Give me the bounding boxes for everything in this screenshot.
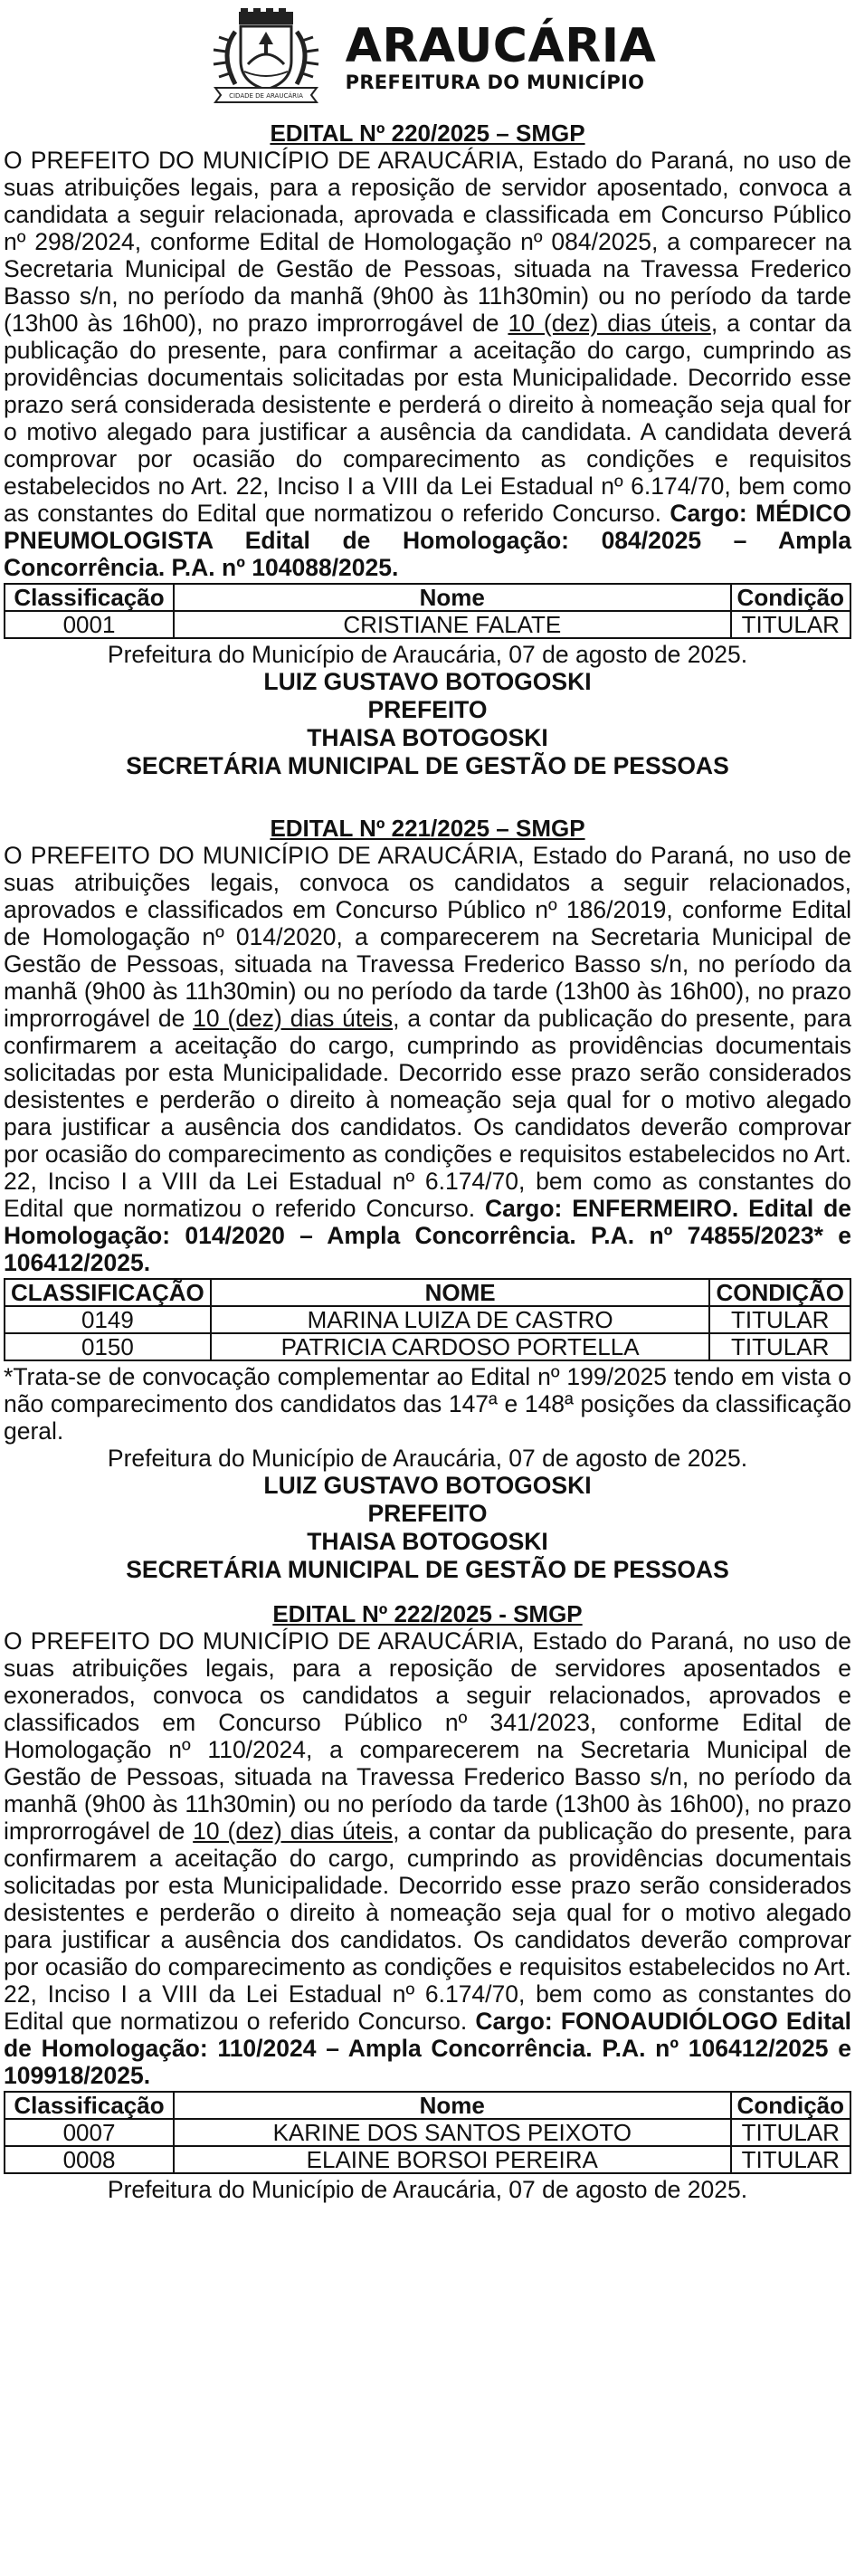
cell-condition: TITULAR — [709, 1306, 850, 1333]
cell-classification: 0001 — [5, 611, 174, 638]
signatory-name: THAISA BOTOGOSKI — [307, 1528, 548, 1555]
signatory-name: THAISA BOTOGOSKI — [307, 724, 548, 751]
body-text-part: , a contar da publicação do presente, para confirmar a aceitação do cargo, cumprindo as providências documentais solicitadas por esta Municipalidade. Decorrido esse prazo será considerada desistente e perderá o direito à nomeação seja qual for o motivo alegado para justificar a ausência da candidata. A candidata deverá comprovar por ocasião do comparecimento as condições e requisitos estabelecidos no Art. 22, Inciso I a VIII da Lei Estadual nº 6.174/70, bem como as constantes do Edital que normatizou o referido Concurso. — [4, 310, 851, 527]
table-row — [5, 1333, 850, 1360]
edital-body — [4, 147, 851, 581]
column-header-name: Nome — [174, 2092, 731, 2119]
edital-body — [4, 842, 851, 1276]
cell-condition: TITULAR — [709, 1333, 850, 1360]
table-row — [5, 2146, 850, 2173]
edital-220 — [4, 119, 851, 780]
edital-title: EDITAL Nº 221/2025 – SMGP — [270, 815, 585, 842]
column-header-condition: Condição — [731, 2092, 850, 2119]
brand-name: ARAUCÁRIA — [345, 18, 657, 73]
table-header-row — [5, 584, 850, 611]
deadline-text: 10 (dez) dias úteis — [193, 1005, 394, 1032]
edital-222 — [4, 1600, 851, 2203]
edital-title: EDITAL Nº 222/2025 - SMGP — [272, 1600, 583, 1627]
body-text-part: , a contar da publicação do presente, para confirmarem a aceitação do cargo, cumprindo as providências documentais solicitadas por esta Municipalidade. Decorrido esse prazo serão considerados desistentes e perderão o direito à nomeação seja qual for o motivo alegado para justificar a ausência dos candidatos. Os candidatos deverão comprovar por ocasião do comparecimento as condições e requisitos estabelecidos no Art. 22, Inciso I a VIII da Lei Estadual nº 6.174/70, bem como as constantes do Edital que normatizou o referido Concurso. — [4, 1818, 852, 2035]
cell-classification: 0149 — [5, 1306, 211, 1333]
body-text-part: O PREFEITO DO MUNICÍPIO DE ARAUCÁRIA, Estado do Paraná, no uso de suas atribuições legais, para a reposição de servidor aposentado, convoca a candidata a seguir relacionada, aprovada e classificada em Concurso Público nº 298/2024, conforme Edital de Homologação nº 084/2025, a comparecer na Secretaria Municipal de Gestão de Pessoas, situada na Travessa Frederico Basso s/n, no período da manhã (9h00 às 11h30min) ou no período da tarde (13h00 às 16h00), no prazo improrrogável de — [4, 147, 851, 337]
column-header-classification: CLASSIFICAÇÃO — [5, 1279, 211, 1306]
cell-classification: 0008 — [5, 2146, 174, 2173]
signatory-role: PREFEITO — [367, 696, 488, 723]
column-header-classification: Classificação — [5, 2092, 174, 2119]
column-header-condition: Condição — [731, 584, 850, 611]
column-header-condition: CONDIÇÃO — [709, 1279, 850, 1306]
place-date: Prefeitura do Município de Araucária, 07 de agosto de 2025. — [107, 1445, 748, 1472]
edital-221 — [4, 815, 851, 1584]
brand-subtitle: PREFEITURA DO MUNICÍPIO — [345, 71, 645, 93]
body-text-part: , a contar da publicação do presente, para confirmarem a aceitação do cargo, cumprindo as providências documentais solicitadas por esta Municipalidade. Decorrido esse prazo serão considerados desistentes e perderão o direito à nomeação seja qual for o motivo alegado para justificar a ausência dos candidatos. Os candidatos deverão comprovar por ocasião do comparecimento as condições e requisitos estabelecidos no Art. 22, Inciso I a VIII da Lei Estadual nº 6.174/70, bem como as constantes do Edital que normatizou o referido Concurso. — [4, 1005, 852, 1222]
table-row — [5, 1306, 850, 1333]
cell-name: CRISTIANE FALATE — [174, 611, 731, 638]
cell-condition: TITULAR — [731, 2119, 850, 2146]
brand-block — [345, 18, 657, 93]
place-date: Prefeitura do Município de Araucária, 07 de agosto de 2025. — [107, 2176, 748, 2203]
table-header-row — [5, 1279, 850, 1306]
column-header-name: Nome — [174, 584, 731, 611]
municipal-crest-logo — [199, 8, 333, 106]
deadline-text: 10 (dez) dias úteis — [508, 310, 711, 337]
cell-name: PATRICIA CARDOSO PORTELLA — [211, 1333, 710, 1360]
candidate-table — [4, 583, 851, 639]
signatory-role: SECRETÁRIA MUNICIPAL DE GESTÃO DE PESSOAS — [126, 752, 729, 779]
footnote: *Trata-se de convocação complementar ao Edital nº 199/2025 tendo em vista o não comparecimento dos candidatos das 147ª e 148ª posições da classificação geral. — [4, 1363, 851, 1445]
signatory-name: LUIZ GUSTAVO BOTOGOSKI — [263, 1472, 592, 1499]
cell-classification: 0007 — [5, 2119, 174, 2146]
edital-body — [4, 1627, 851, 2089]
signatory-role: SECRETÁRIA MUNICIPAL DE GESTÃO DE PESSOAS — [126, 1556, 729, 1583]
position-details: Cargo: FONOAUDIÓLOGO Edital de Homologação: 110/2024 – Ampla Concorrência. P.A. nº 106412/2025 e 109918/2025. — [4, 2008, 851, 2089]
table-header-row — [5, 2092, 850, 2119]
body-text-part: O PREFEITO DO MUNICÍPIO DE ARAUCÁRIA, Estado do Paraná, no uso de suas atribuições legais, para a reposição de servidores aposentados e exonerados, convoca os candidatos a seguir relacionados, aprovados e classificados em Concurso Público nº 341/2023, conforme Edital de Homologação nº 110/2024, a comparecerem na Secretaria Municipal de Gestão de Pessoas, situada na Travessa Frederico Basso s/n, no período da manhã (9h00 às 11h30min) ou no período da tarde (13h00 às 16h00), no prazo improrrogável de — [4, 1627, 851, 1845]
table-row — [5, 2119, 850, 2146]
candidate-table — [4, 2091, 851, 2174]
position-details: Cargo: ENFERMEIRO. Edital de Homologação: 014/2020 – Ampla Concorrência. P.A. nº 74855/2023* e 106412/2025. — [4, 1195, 851, 1276]
cell-condition: TITULAR — [731, 611, 850, 638]
table-row — [5, 611, 850, 638]
cell-name: ELAINE BORSOI PEREIRA — [174, 2146, 731, 2173]
signatory-name: LUIZ GUSTAVO BOTOGOSKI — [263, 668, 592, 695]
position-details: Cargo: MÉDICO PNEUMOLOGISTA Edital de Homologação: 084/2025 – Ampla Concorrência. P.A. nº 104088/2025. — [4, 500, 852, 581]
cell-name: KARINE DOS SANTOS PEIXOTO — [174, 2119, 731, 2146]
column-header-name: NOME — [211, 1279, 710, 1306]
header — [4, 0, 851, 114]
edital-title: EDITAL Nº 220/2025 – SMGP — [270, 119, 585, 147]
column-header-classification: Classificação — [5, 584, 174, 611]
place-date: Prefeitura do Município de Araucária, 07 de agosto de 2025. — [107, 641, 748, 668]
svg-text:CIDADE DE ARAUCÁRIA: CIDADE DE ARAUCÁRIA — [228, 92, 303, 100]
cell-name: MARINA LUIZA DE CASTRO — [211, 1306, 710, 1333]
signatory-role: PREFEITO — [367, 1500, 488, 1527]
deadline-text: 10 (dez) dias úteis — [193, 1818, 394, 1845]
candidate-table — [4, 1278, 851, 1361]
cell-condition: TITULAR — [731, 2146, 850, 2173]
cell-classification: 0150 — [5, 1333, 211, 1360]
body-text-part: O PREFEITO DO MUNICÍPIO DE ARAUCÁRIA, Estado do Paraná, no uso de suas atribuições legais, convoca os candidatos a seguir relacionados, aprovados e classificados em Concurso Público nº 186/2019, conforme Edital de Homologação nº 014/2020, a comparecerem na Secretaria Municipal de Gestão de Pessoas, situada na Travessa Frederico Basso s/n, no período da manhã (9h00 às 11h30min) ou no período da tarde (13h00 às 16h00), no prazo improrrogável de — [4, 842, 851, 1032]
